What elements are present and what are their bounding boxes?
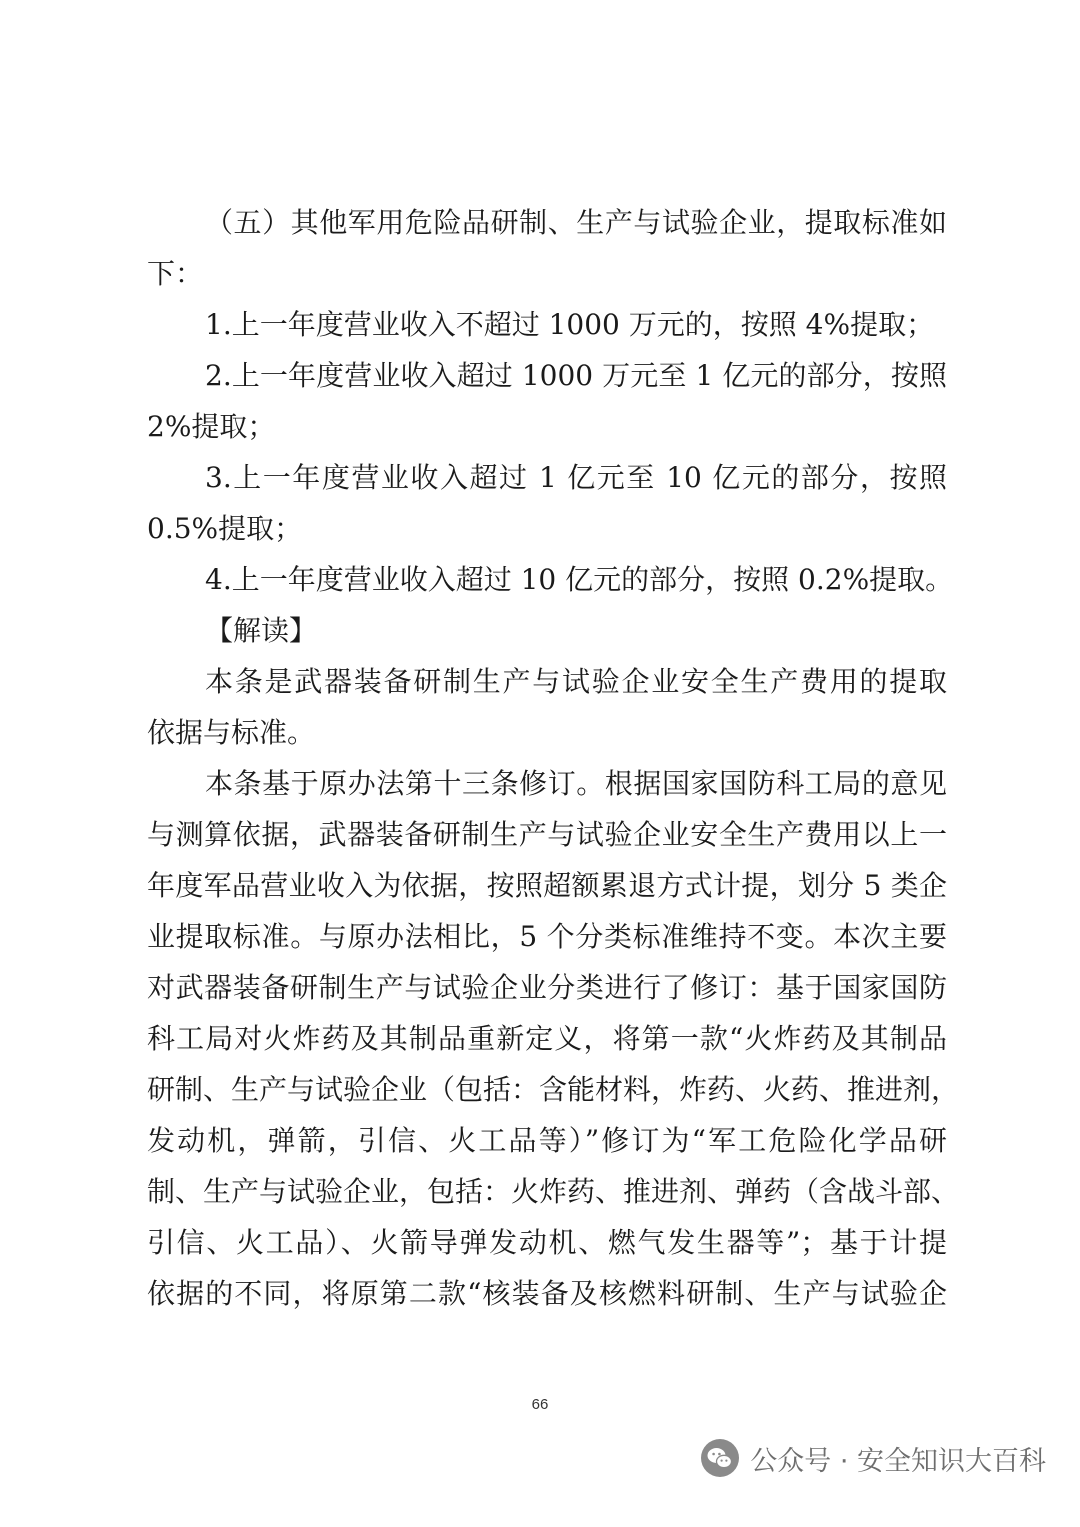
list-item-4 — [147, 554, 954, 605]
text-line: 2.上一年度营业收入超过 1000 万元至 1 亿元的部分，按照 — [205, 359, 947, 392]
page-number: 66 — [531, 1396, 549, 1413]
text-line: 业提取标准。与原办法相比，5 个分类标准维持不变。本次主要 — [147, 920, 947, 953]
interpretation-heading — [147, 605, 947, 656]
text-line: 制、生产与试验企业，包括：火炸药、推进剂、弹药（含战斗部、 — [147, 1175, 960, 1208]
text-line: 【解读】 — [205, 614, 318, 647]
text-line: 研制、生产与试验企业（包括：含能材料，炸药、火药、推进剂， — [147, 1073, 960, 1106]
text-line: 对武器装备研制生产与试验企业分类进行了修订：基于国家国防 — [147, 971, 947, 1004]
list-item-2 — [147, 350, 947, 452]
list-item-1 — [147, 299, 947, 350]
text-line: 依据的不同，将原第二款“核装备及核燃料研制、生产与试验企 — [147, 1277, 947, 1310]
paragraph-purpose — [147, 656, 947, 758]
text-line: 4.上一年度营业收入超过 10 亿元的部分，按照 0.2%提取。 — [205, 563, 954, 596]
text-line: （五）其他军用危险品研制、生产与试验企业，提取标准如 — [205, 206, 947, 239]
text-line: 引信、火工品）、火箭导弹发动机、燃气发生器等”；基于计提 — [147, 1226, 947, 1259]
text-line: 发动机，弹箭，引信、火工品等）”修订为“军工危险化学品研 — [147, 1124, 947, 1157]
text-line: 年度军品营业收入为依据，按照超额累退方式计提，划分 5 类企 — [147, 869, 947, 902]
paragraph-category-five — [147, 197, 947, 299]
wechat-icon — [700, 1438, 740, 1478]
watermark-text: 公众号 · 安全知识大百科 — [750, 1445, 1046, 1477]
paragraph-revision-notes — [147, 758, 960, 1319]
text-line: 2%提取； — [147, 410, 276, 443]
text-line: 0.5%提取； — [147, 512, 303, 545]
watermark — [700, 1434, 1046, 1482]
text-line: 与测算依据，武器装备研制生产与试验企业安全生产费用以上一 — [147, 818, 947, 851]
text-line: 3.上一年度营业收入超过 1 亿元至 10 亿元的部分，按照 — [205, 461, 947, 494]
text-line: 科工局对火炸药及其制品重新定义，将第一款“火炸药及其制品 — [147, 1022, 947, 1055]
text-line: 下： — [147, 257, 204, 290]
text-line: 本条是武器装备研制生产与试验企业安全生产费用的提取 — [205, 665, 947, 698]
text-line: 本条基于原办法第十三条修订。根据国家国防科工局的意见 — [205, 767, 947, 800]
text-line: 依据与标准。 — [147, 716, 316, 749]
list-item-3 — [147, 452, 947, 554]
text-line: 1.上一年度营业收入不超过 1000 万元的，按照 4%提取； — [205, 308, 935, 341]
